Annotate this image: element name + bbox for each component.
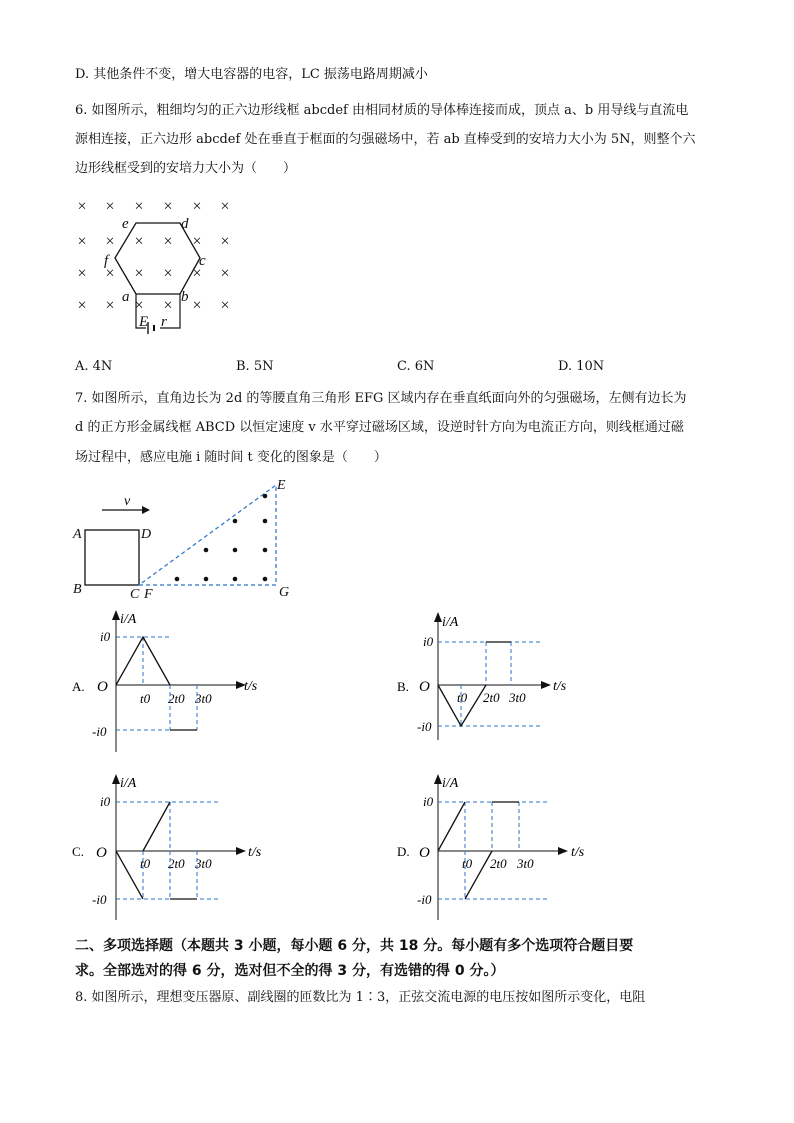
y-label: i/A (442, 776, 459, 791)
q6-stem-line-1: 6. 如图所示，粗细均匀的正六边形线框 abcdef 由相同材质的导体棒连接而成，顶点 a、b 用导线与直流电 (75, 103, 689, 118)
field-dot (263, 494, 268, 499)
label-c: c (199, 253, 206, 269)
field-dot (263, 519, 268, 524)
field-cross: × (134, 198, 144, 215)
origin-label: O (419, 679, 430, 695)
q6-option-d[interactable]: D. 10N (558, 359, 605, 374)
neg-i0-label: -i0 (417, 892, 432, 907)
label-e: e (122, 216, 129, 232)
field-crosses (77, 198, 229, 314)
x-label: t/s (571, 845, 585, 860)
field-cross: × (163, 265, 173, 282)
option-letter: C. (72, 844, 84, 859)
y-arrowhead (112, 774, 120, 784)
tick-3t0: 3t0 (195, 691, 212, 706)
neg-i0-label: -i0 (417, 719, 432, 734)
label-a: a (122, 289, 130, 305)
current-curve (143, 802, 170, 851)
y-label: i/A (442, 615, 459, 630)
field-cross: × (220, 233, 230, 250)
section2-title-line-1: 二、多项选择题（本题共 3 小题，每小题 6 分，共 18 分。每小题有多个选项符合题目要 (75, 938, 634, 954)
field-cross: × (105, 297, 115, 314)
field-cross: × (77, 297, 87, 314)
square-loop-ABCD (85, 530, 139, 585)
tick-3t0: 3t0 (195, 856, 212, 871)
x-label: t/s (248, 845, 262, 860)
tick-3t0: 3t0 (509, 690, 526, 705)
y-arrowhead (112, 610, 120, 620)
field-cross: × (220, 297, 230, 314)
label-r: r (161, 314, 167, 330)
label-A: A (73, 527, 82, 542)
label-C: C (130, 587, 140, 602)
x-label: t/s (553, 679, 567, 694)
tick-t0: t0 (462, 856, 473, 871)
field-dot (233, 519, 238, 524)
q7-loop-field-figure (60, 472, 310, 607)
label-B: B (73, 582, 82, 597)
y-arrowhead (434, 774, 442, 784)
hexagon-frame (115, 223, 200, 294)
triangle-field-EFG (139, 485, 276, 585)
x-arrowhead (541, 681, 551, 689)
field-cross: × (192, 233, 202, 250)
field-cross: × (105, 265, 115, 282)
field-dot (175, 577, 180, 582)
tick-2t0: 2t0 (483, 690, 500, 705)
field-dots (175, 494, 268, 582)
y-label: i/A (120, 776, 137, 791)
q7-graph-option-d (395, 770, 605, 925)
neg-i0-label: -i0 (92, 892, 107, 907)
field-cross: × (77, 233, 87, 250)
q6-stem-line-2: 源相连接，正六边形 abcdef 处在垂直于框面的匀强磁场中，若 ab 直棒受到的安培力大小为 5N，则整个六 (75, 132, 696, 147)
x-label: t/s (244, 679, 258, 694)
option-letter: A. (72, 679, 85, 694)
field-dot (233, 577, 238, 582)
label-D: D (141, 527, 152, 542)
tick-t0: t0 (140, 856, 151, 871)
i0-label: i0 (100, 794, 111, 809)
q7-stem-line-2: d 的正方形金属线框 ABCD 以恒定速度 v 水平穿过磁场区域，设逆时针方向为电流正方向，则线框通过磁 (75, 420, 684, 435)
origin-label: O (96, 845, 107, 861)
field-dot (263, 577, 268, 582)
q6-option-b[interactable]: B. 5N (236, 359, 274, 374)
q7-stem-line-1: 7. 如图所示，直角边长为 2d 的等腰直角三角形 EFG 区域内存在垂直纸面向外的匀强磁场，左侧有边长为 (75, 391, 687, 406)
option-letter: B. (397, 679, 409, 694)
x-arrowhead (236, 847, 246, 855)
y-arrowhead (434, 612, 442, 622)
label-f: f (104, 253, 109, 269)
q6-option-a[interactable]: A. 4N (75, 359, 113, 374)
field-dot (204, 577, 209, 582)
label-v: v (124, 494, 131, 509)
field-cross: × (192, 297, 202, 314)
field-cross: × (192, 198, 202, 215)
i0-label: i0 (100, 629, 111, 644)
tick-t0: t0 (457, 690, 468, 705)
tick-3t0: 3t0 (517, 856, 534, 871)
tick-t0: t0 (140, 691, 151, 706)
label-E: E (277, 478, 286, 493)
tick-2t0: 2t0 (490, 856, 507, 871)
q7-graph-option-a (70, 608, 280, 758)
q5-option-d: D. 其他条件不变，增大电容器的电容，LC 振荡电路周期减小 (75, 67, 428, 82)
field-cross: × (163, 297, 173, 314)
tick-2t0: 2t0 (168, 691, 185, 706)
label-d: d (181, 216, 189, 232)
label-F: F (144, 587, 153, 602)
origin-label: O (97, 679, 108, 695)
q7-graph-option-b (395, 608, 605, 758)
field-cross: × (77, 265, 87, 282)
field-cross: × (105, 233, 115, 250)
field-cross: × (220, 265, 230, 282)
current-curve (116, 851, 143, 899)
q6-option-c[interactable]: C. 6N (397, 359, 435, 374)
neg-i0-label: -i0 (92, 724, 107, 739)
field-cross: × (220, 198, 230, 215)
field-dot (263, 548, 268, 553)
field-cross: × (163, 198, 173, 215)
label-b: b (181, 289, 189, 305)
x-arrowhead (558, 847, 568, 855)
field-cross: × (192, 265, 202, 282)
q8-stem-line-1: 8. 如图所示，理想变压器原、副线圈的匝数比为 1∶3，正弦交流电源的电压按如图所示变化，电阻 (75, 990, 646, 1005)
i0-label: i0 (423, 794, 434, 809)
q7-graph-option-c (70, 770, 280, 925)
field-cross: × (163, 233, 173, 250)
q7-stem-line-3: 场过程中，感应电施 i 随时间 t 变化的图象是（ ） (75, 450, 387, 465)
q6-stem-line-3: 边形线框受到的安培力大小为（ ） (75, 161, 297, 176)
section2-title-line-2: 求。全部选对的得 6 分，选对但不全的得 3 分，有选错的得 0 分。） (75, 963, 505, 979)
option-letter: D. (397, 844, 410, 859)
field-dot (204, 548, 209, 553)
field-cross: × (134, 265, 144, 282)
label-E: E (139, 314, 149, 330)
velocity-arrowhead (142, 506, 150, 514)
label-G: G (279, 585, 290, 600)
field-cross: × (134, 297, 144, 314)
tick-2t0: 2t0 (168, 856, 185, 871)
field-cross: × (105, 198, 115, 215)
i0-label: i0 (423, 634, 434, 649)
field-dot (233, 548, 238, 553)
q6-hexagon-figure (60, 190, 260, 340)
field-cross: × (134, 233, 144, 250)
y-label: i/A (120, 612, 137, 627)
origin-label: O (419, 845, 430, 861)
field-cross: × (77, 198, 87, 215)
current-curve (438, 802, 465, 851)
